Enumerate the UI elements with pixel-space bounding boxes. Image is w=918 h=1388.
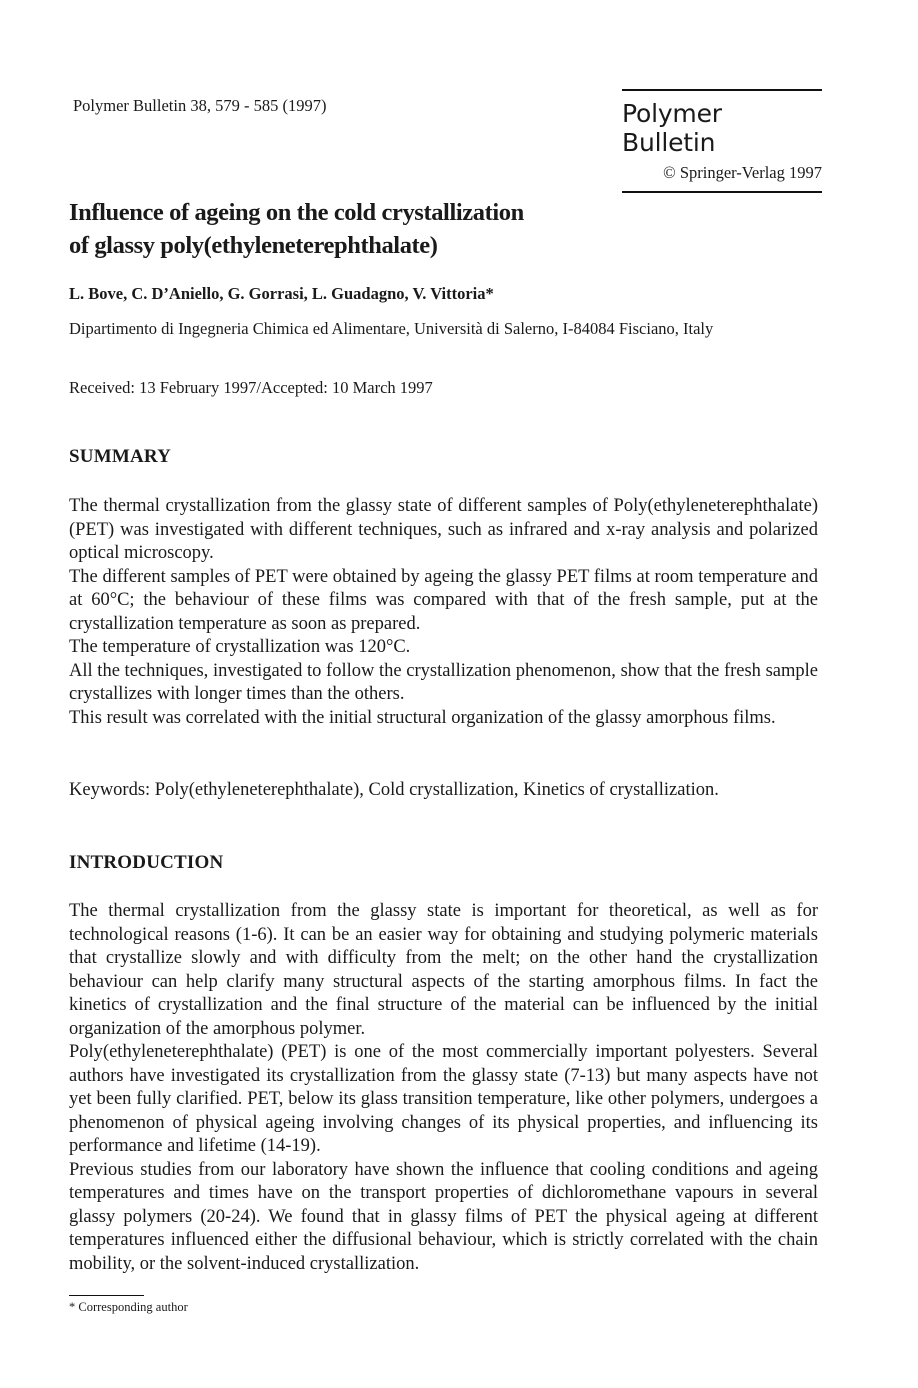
masthead-bottom-rule [622, 191, 822, 193]
title-line-1: Influence of ageing on the cold crystallization [69, 199, 524, 226]
summary-body [69, 495, 818, 730]
article-title [69, 196, 524, 262]
journal-citation: Polymer Bulletin 38, 579 - 585 (1997) [73, 96, 327, 115]
title-line-2: of glassy poly(ethyleneterephthalate) [69, 232, 438, 259]
introduction-paragraph: Poly(ethyleneterephthalate) (PET) is one of the most commercially important polyesters. Several authors have investigated its crystallization from the glassy state (7-13) but many aspects have not yet been fully clarified. PET, below its glass transition temperature, like other polymers, undergoes a phenomenon of physical ageing involving changes of its physical properties, and influencing its performance and lifetime (14-19). [69, 1042, 818, 1156]
keywords: Keywords: Poly(ethyleneterephthalate), Cold crystallization, Kinetics of crystallization. [69, 780, 719, 800]
journal-name: Polymer Bulletin [622, 99, 722, 157]
footnote-rule [69, 1295, 144, 1296]
summary-paragraph: The different samples of PET were obtained by ageing the glassy PET films at room temperature and at 60°C; the behaviour of these films was compared with that of the fresh sample, put at the crystallization temperature as soon as prepared. [69, 566, 818, 634]
journal-masthead [622, 89, 822, 193]
author-list: L. Bove, C. D’Aniello, G. Gorrasi, L. Guadagno, V. Vittoria* [69, 284, 494, 303]
introduction-body [69, 900, 818, 1276]
summary-heading: SUMMARY [69, 446, 172, 467]
summary-paragraph: The thermal crystallization from the glassy state of different samples of Poly(ethyleneterephthalate) (PET) was investigated with different techniques, such as infrared and x-ray analysis and polarized optical microscopy. [69, 496, 818, 563]
introduction-paragraph: Previous studies from our laboratory have shown the influence that cooling conditions and ageing temperatures and times have on the transport properties of dichloromethane vapours in several glassy polymers (20-24). We found that in glassy films of PET the physical ageing at different temperatures influenced either the diffusional behaviour, which is strictly correlated with the chain mobility, or the solvent-induced crystallization. [69, 1159, 818, 1274]
summary-paragraph: This result was correlated with the initial structural organization of the glassy amorphous films. [69, 707, 776, 728]
masthead-top-rule [622, 89, 822, 91]
introduction-paragraph: The thermal crystallization from the glassy state is important for theoretical, as well as for technological reasons (1-6). It can be an easier way for obtaining and studying polymeric materials that crystallize slowly and with difficulty from the melt; on the other hand the crystallization behaviour can help clarify many structural aspects of the starting amorphous films. In fact the kinetics of crystallization and the final structure of the material can be influenced by the initial organization of the amorphous polymer. [69, 901, 818, 1039]
received-date: Received: 13 February 1997/Accepted: 10 March 1997 [69, 378, 433, 397]
summary-paragraph: The temperature of crystallization was 120°C. [69, 637, 411, 657]
introduction-heading: INTRODUCTION [69, 852, 224, 873]
summary-paragraph: All the techniques, investigated to follow the crystallization phenomenon, show that the fresh sample crystallizes with longer times than the others. [69, 660, 818, 704]
affiliation: Dipartimento di Ingegneria Chimica ed Alimentare, Università di Salerno, I-84084 Fisciano, Italy [69, 319, 714, 338]
footnote: * Corresponding author [69, 1300, 188, 1314]
copyright-notice: © Springer-Verlag 1997 [663, 163, 822, 182]
